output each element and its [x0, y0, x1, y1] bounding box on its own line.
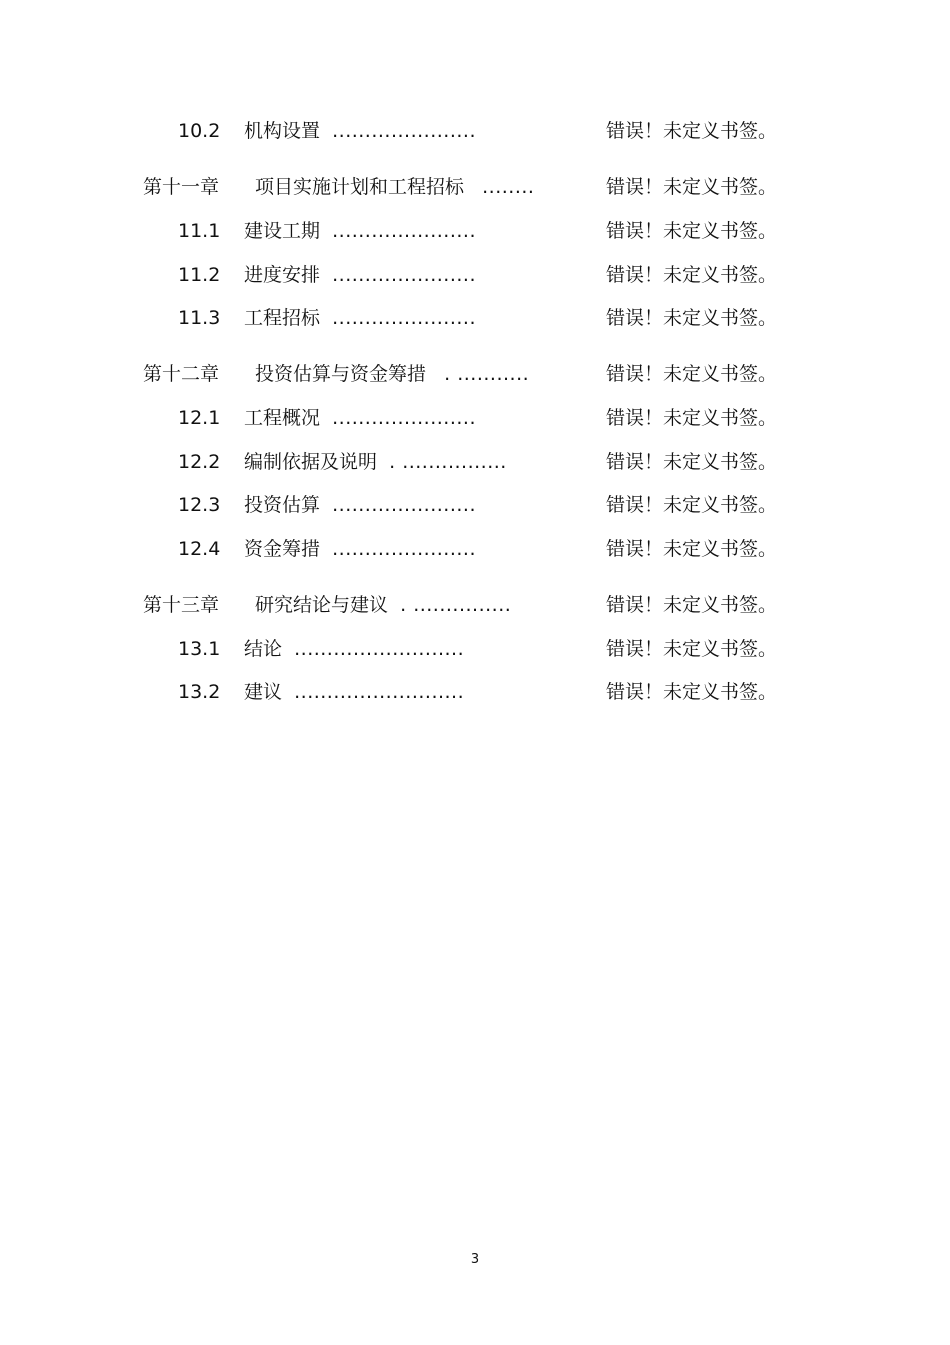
- toc-chapter-title-text: 项目实施计划和工程招标: [255, 176, 465, 198]
- toc-entry-title: [244, 260, 476, 290]
- toc-entry-title: [244, 303, 476, 333]
- toc-chapter-title: [255, 172, 534, 202]
- toc-entry-number: 12.3: [178, 494, 221, 516]
- toc-entry-title-text: 进度安排: [244, 264, 321, 286]
- toc-entry-title: [244, 490, 476, 520]
- toc-entry-number: 12.1: [178, 407, 221, 429]
- toc-entry-number: 13.1: [178, 638, 221, 660]
- toc-entry-number: 12.2: [178, 451, 221, 473]
- toc-entry-11-2[interactable]: [0, 260, 950, 290]
- toc-entry-page-ref: 错误！未定义书签。: [606, 681, 778, 703]
- toc-leader-dots: ......................: [332, 264, 476, 286]
- toc-entry-number: 10.2: [178, 120, 221, 142]
- toc-leader-dots: ..........................: [294, 681, 465, 703]
- toc-entry-12-2[interactable]: [0, 447, 950, 477]
- toc-entry-title: [244, 634, 464, 664]
- toc-entry-page-ref: 错误！未定义书签。: [606, 494, 778, 516]
- toc-leader-dots: ......................: [332, 494, 476, 516]
- toc-leader-dots: ......................: [332, 220, 476, 242]
- toc-entry-title-text: 工程概况: [244, 407, 321, 429]
- toc-entry-11-3[interactable]: [0, 303, 950, 333]
- toc-entry-title: [244, 534, 476, 564]
- toc-entry-10-2[interactable]: [0, 116, 950, 146]
- toc-entry-page-ref: 错误！未定义书签。: [606, 176, 778, 198]
- toc-entry-page-ref: 错误！未定义书签。: [606, 407, 778, 429]
- toc-entry-11-1[interactable]: [0, 216, 950, 246]
- toc-leader-dots: . ...............: [400, 594, 512, 616]
- toc-entry-page-ref: 错误！未定义书签。: [606, 538, 778, 560]
- toc-entry-12-4[interactable]: [0, 534, 950, 564]
- toc-entry-page-ref: 错误！未定义书签。: [606, 264, 778, 286]
- toc-entry-page-ref: 错误！未定义书签。: [606, 638, 778, 660]
- toc-entry-page-ref: 错误！未定义书签。: [606, 363, 778, 385]
- toc-leader-dots: ......................: [332, 407, 476, 429]
- toc-leader-dots: ......................: [332, 120, 476, 142]
- toc-entry-page-ref: 错误！未定义书签。: [606, 220, 778, 242]
- toc-entry-13-1[interactable]: [0, 634, 950, 664]
- toc-entry-number: 11.3: [178, 307, 221, 329]
- toc-chapter-title-text: 研究结论与建议: [255, 594, 389, 616]
- toc-chapter-title: [255, 359, 529, 389]
- toc-entry-title: [244, 216, 476, 246]
- page-number: 3: [470, 1252, 480, 1267]
- toc-entry-title: [244, 116, 476, 146]
- toc-entry-title-text: 工程招标: [244, 307, 321, 329]
- toc-entry-page-ref: 错误！未定义书签。: [606, 307, 778, 329]
- toc-leader-dots: ......................: [332, 307, 476, 329]
- toc-chapter-title-text: 投资估算与资金筹措: [255, 363, 427, 385]
- toc-entry-page-ref: 错误！未定义书签。: [606, 120, 778, 142]
- toc-entry-12-3[interactable]: [0, 490, 950, 520]
- toc-entry-title-text: 建设工期: [244, 220, 321, 242]
- toc-chapter-number: 第十三章: [143, 594, 220, 616]
- toc-entry-title: [244, 447, 507, 477]
- toc-chapter-11[interactable]: [0, 172, 950, 202]
- toc-entry-page-ref: 错误！未定义书签。: [606, 451, 778, 473]
- toc-entry-13-2[interactable]: [0, 677, 950, 707]
- toc-entry-number: 13.2: [178, 681, 221, 703]
- toc-entry-number: 12.4: [178, 538, 221, 560]
- toc-entry-title: [244, 677, 464, 707]
- toc-entry-page-ref: 错误！未定义书签。: [606, 594, 778, 616]
- toc-chapter-13[interactable]: [0, 590, 950, 620]
- toc-entry-title-text: 投资估算: [244, 494, 321, 516]
- toc-entry-number: 11.2: [178, 264, 221, 286]
- toc-entry-title-text: 建议: [244, 681, 283, 703]
- toc-entry-title: [244, 403, 476, 433]
- toc-leader-dots: . ................: [389, 451, 507, 473]
- toc-entry-title-text: 资金筹措: [244, 538, 321, 560]
- toc-entry-12-1[interactable]: [0, 403, 950, 433]
- toc-entry-title-text: 机构设置: [244, 120, 321, 142]
- toc-chapter-number: 第十一章: [143, 176, 220, 198]
- toc-chapter-title: [255, 590, 511, 620]
- toc-chapter-12[interactable]: [0, 359, 950, 389]
- toc-leader-dots: ......................: [332, 538, 476, 560]
- toc-entry-title-text: 结论: [244, 638, 283, 660]
- toc-entry-title-text: 编制依据及说明: [244, 451, 378, 473]
- toc-chapter-number: 第十二章: [143, 363, 220, 385]
- toc-leader-dots: ..........................: [294, 638, 465, 660]
- toc-entry-number: 11.1: [178, 220, 221, 242]
- toc-leader-dots: ........: [482, 176, 535, 198]
- toc-leader-dots: . ...........: [444, 363, 530, 385]
